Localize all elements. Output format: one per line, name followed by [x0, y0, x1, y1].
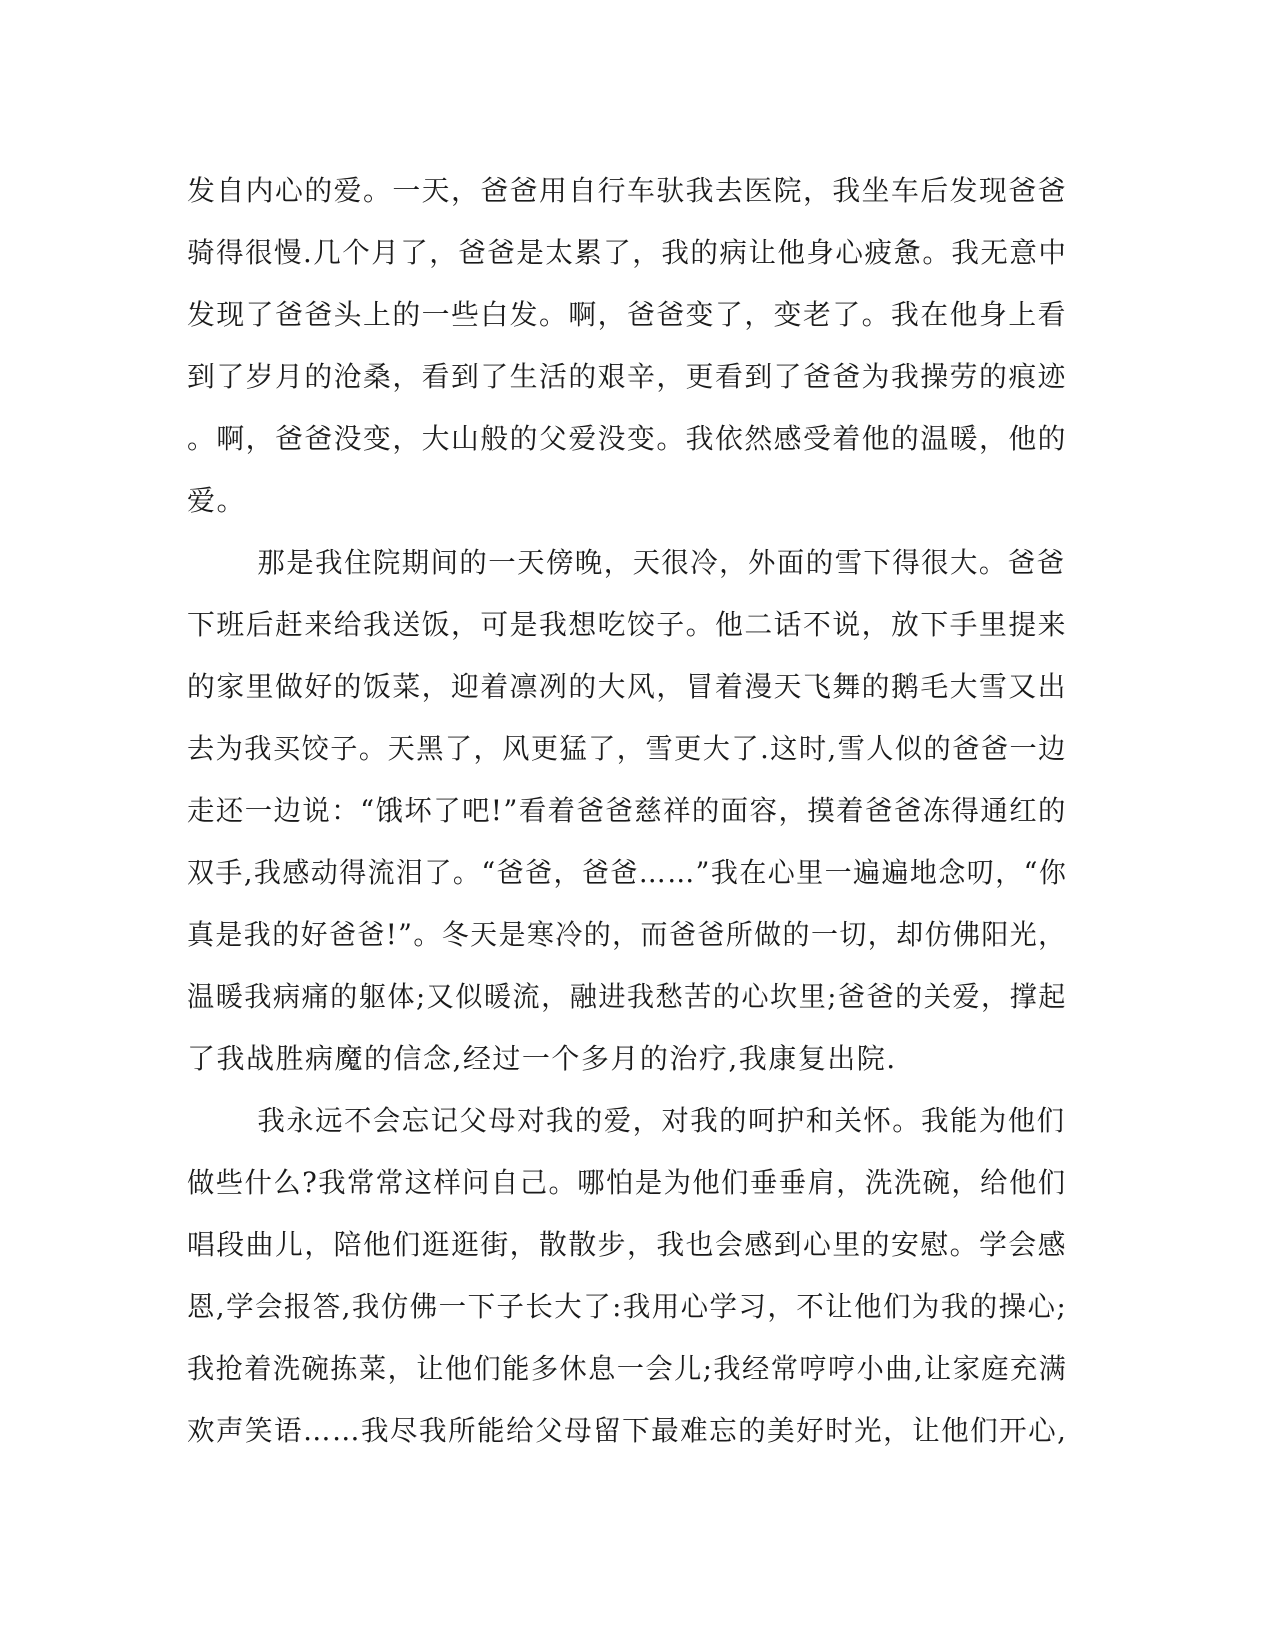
text-line: 到了岁月的沧桑，看到了生活的艰辛，更看到了爸爸为我操劳的痕迹: [187, 360, 1068, 393]
text-line-indented: 我永远不会忘记父母对我的爱，对我的呵护和关怀。我能为他们: [257, 1104, 1066, 1137]
text-line: 欢声笑语……我尽我所能给父母留下最难忘的美好时光，让他们开心,: [187, 1414, 1068, 1447]
text-line: 爱。: [187, 484, 247, 517]
text-line: 做些什么?我常常这样问自己。哪怕是为他们垂垂肩，洗洗碗，给他们: [187, 1166, 1067, 1199]
paragraph-1: [187, 160, 1067, 532]
text-line: 走还一边说：“饿坏了吧!”看着爸爸慈祥的面容，摸着爸爸冻得通红的: [187, 794, 1067, 827]
text-line: 恩,学会报答,我仿佛一下子长大了:我用心学习，不让他们为我的操心;: [187, 1290, 1068, 1323]
text-line: 了我战胜病魔的信念,经过一个多月的治疗,我康复出院.: [187, 1042, 897, 1075]
paragraph-2: [187, 532, 1067, 1090]
paragraph-3: [187, 1090, 1067, 1462]
body-text: [187, 160, 1067, 1462]
text-line: 真是我的好爸爸!”。冬天是寒冷的，而爸爸所做的一切，却仿佛阳光，: [187, 918, 1067, 951]
text-line: 发现了爸爸头上的一些白发。啊，爸爸变了，变老了。我在他身上看: [187, 298, 1068, 331]
text-line: 双手,我感动得流泪了。“爸爸，爸爸……”我在心里一遍遍地念叨，“你: [187, 856, 1068, 889]
text-line: 。啊，爸爸没变，大山般的父爱没变。我依然感受着他的温暖，他的: [187, 422, 1068, 455]
text-line: 温暖我病痛的躯体;又似暖流，融进我愁苦的心坎里;爸爸的关爱，撑起: [187, 980, 1067, 1013]
text-line-indented: 那是我住院期间的一天傍晚，天很冷，外面的雪下得很大。爸爸: [257, 546, 1066, 579]
text-line: 去为我买饺子。天黑了，风更猛了，雪更大了.这时,雪人似的爸爸一边: [187, 732, 1067, 765]
text-line: 骑得很慢.几个月了，爸爸是太累了，我的病让他身心疲惫。我无意中: [187, 236, 1068, 269]
text-line: 下班后赶来给我送饭，可是我想吃饺子。他二话不说，放下手里提来: [187, 608, 1068, 641]
text-line: 我抢着洗碗拣菜，让他们能多休息一会儿;我经常哼哼小曲,让家庭充满: [187, 1352, 1068, 1385]
text-line: 唱段曲儿，陪他们逛逛街，散散步，我也会感到心里的安慰。学会感: [187, 1228, 1068, 1261]
text-line: 发自内心的爱。一天，爸爸用自行车驮我去医院，我坐车后发现爸爸: [187, 174, 1068, 207]
text-line: 的家里做好的饭菜，迎着凛冽的大风，冒着漫天飞舞的鹅毛大雪又出: [187, 670, 1068, 703]
